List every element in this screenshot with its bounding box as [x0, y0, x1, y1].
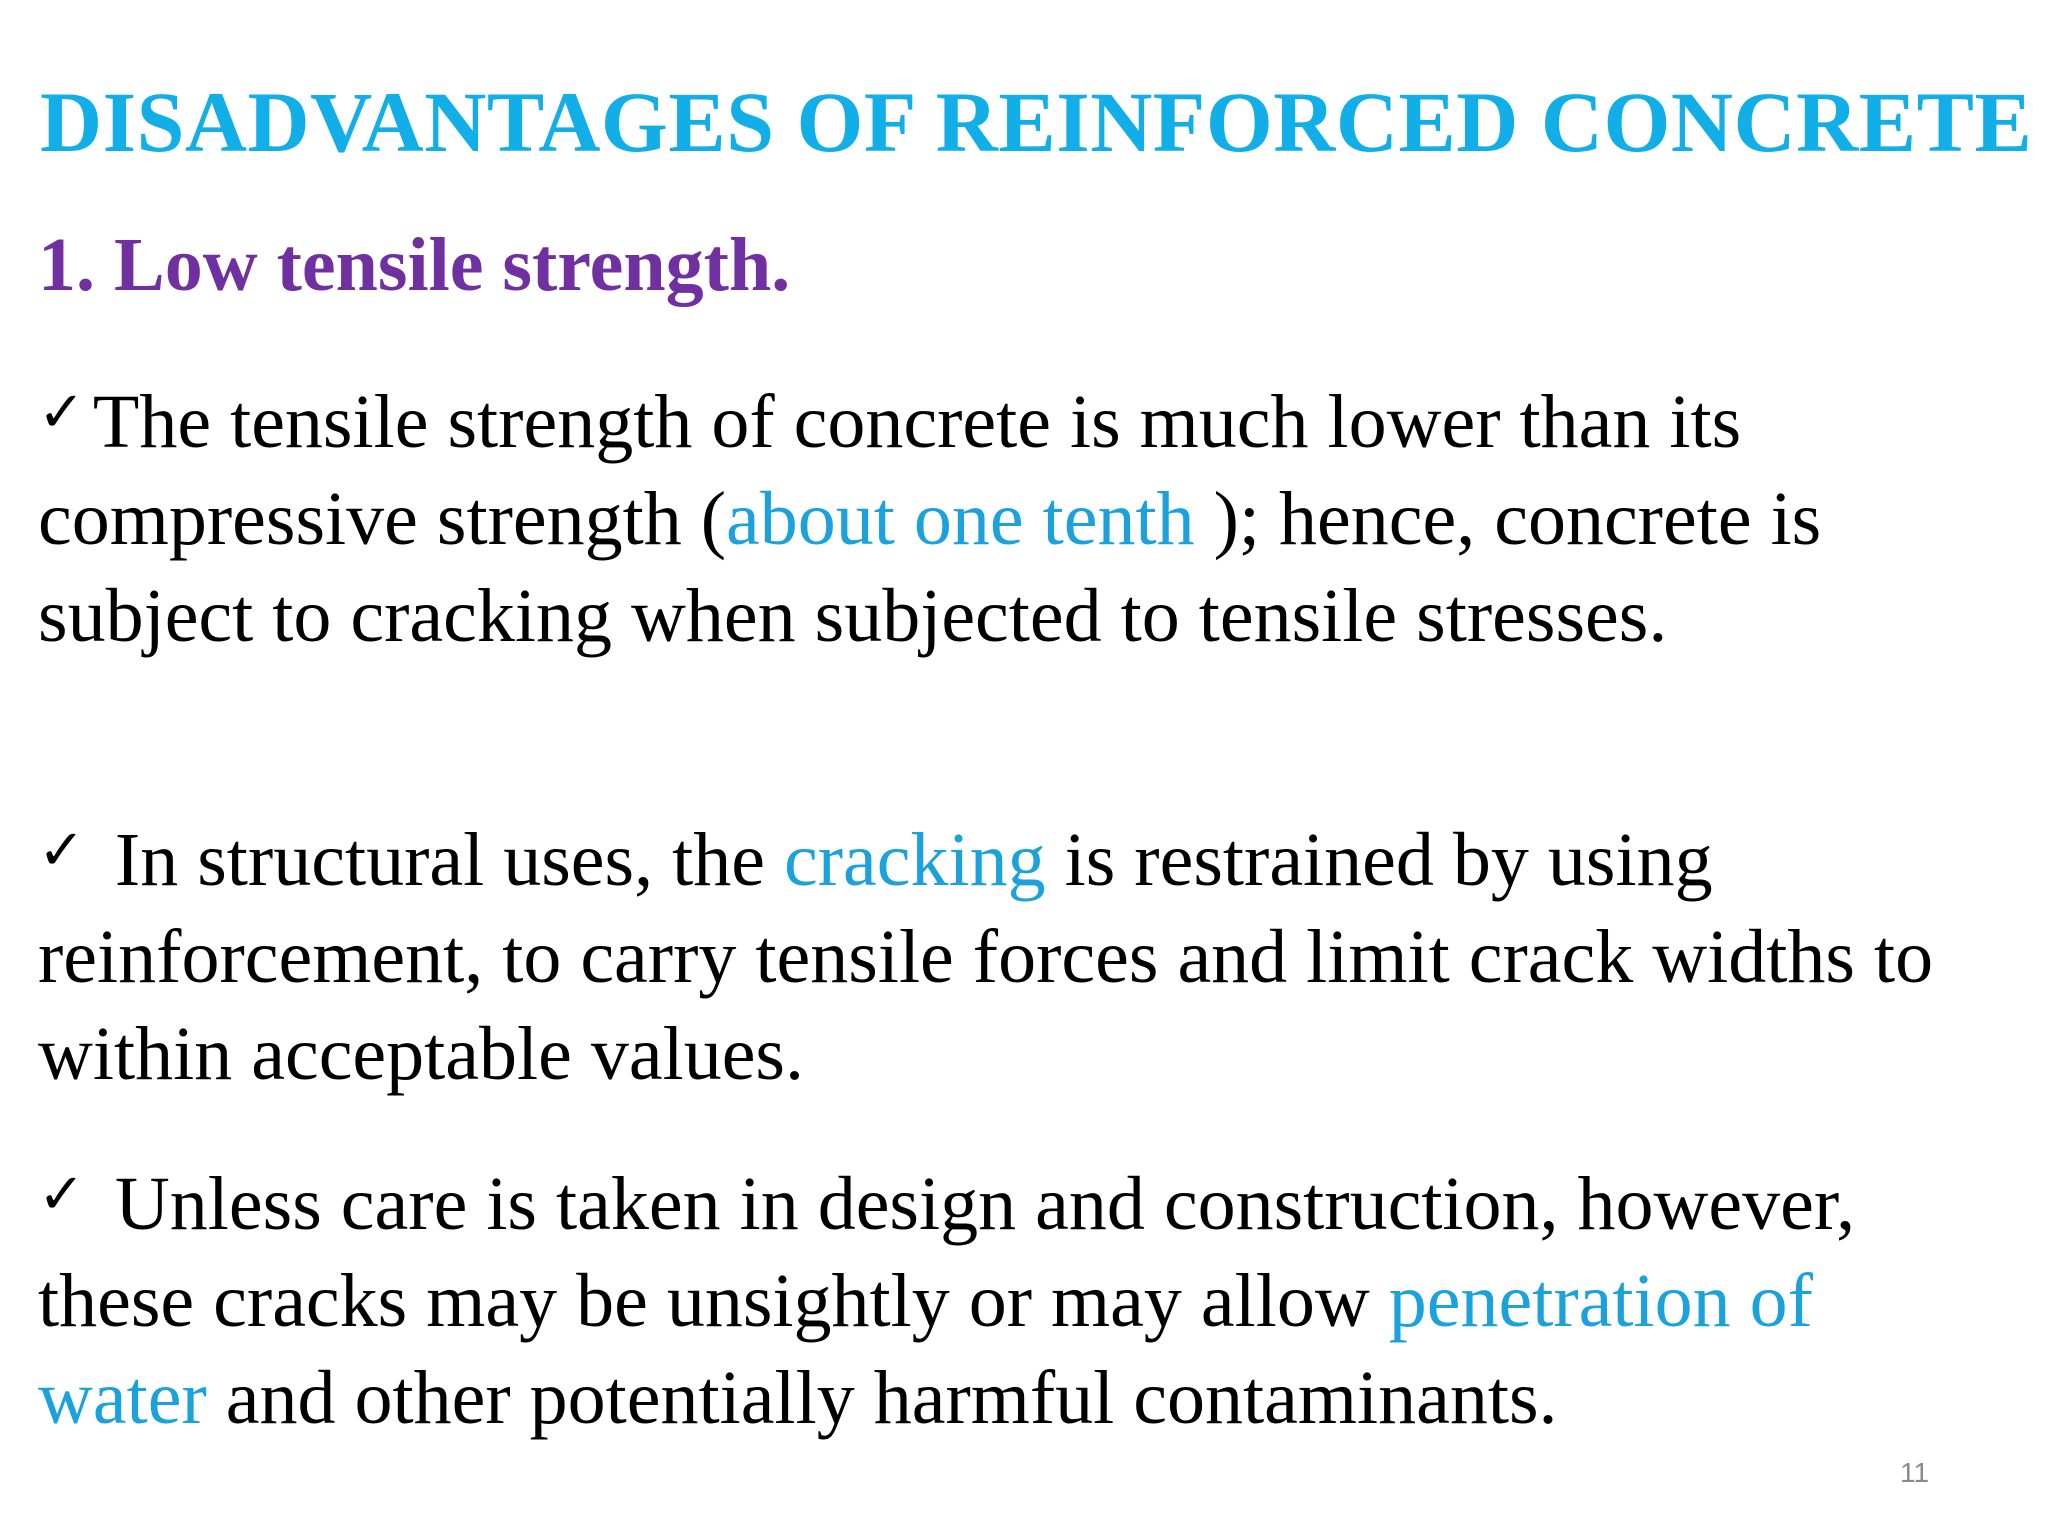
bullet-point-3: [38, 1146, 1998, 1447]
section-subheading: 1. Low tensile strength.: [38, 223, 791, 307]
checkmark-icon: ✓: [38, 380, 85, 445]
bullet-3-text-b: and other potentially harmful contaminants.: [206, 1356, 1558, 1440]
bullet-3-highlight: penetration of water: [38, 1259, 1813, 1440]
bullet-2-highlight: cracking: [783, 818, 1046, 902]
checkmark-icon: ✓: [38, 1162, 85, 1227]
bullet-1-text-b: ); hence, concrete is subject to cracking when subjected to tensile stresses.: [38, 477, 1822, 658]
checkmark-icon: ✓: [38, 818, 85, 883]
bullet-1-highlight: about one tenth: [726, 477, 1195, 561]
bullet-3-text-a: Unless care is taken in design and construction, however, these cracks may be unsightly or may allow: [38, 1162, 1856, 1343]
bullet-point-2: [38, 802, 1998, 1103]
bullet-1-text-a: The tensile strength of concrete is much lower than its compressive strength (: [38, 380, 1742, 561]
slide-title: DISADVANTAGES OF REINFORCED CONCRETE: [40, 74, 2033, 170]
bullet-2-text-a: In structural uses, the: [114, 818, 784, 902]
bullet-point-1: [38, 364, 1998, 665]
bullet-2-text-b: is restrained by using reinforcement, to carry tensile forces and limit crack widths to within acceptable values.: [38, 818, 1934, 1096]
page-number: 11: [1900, 1457, 1930, 1488]
